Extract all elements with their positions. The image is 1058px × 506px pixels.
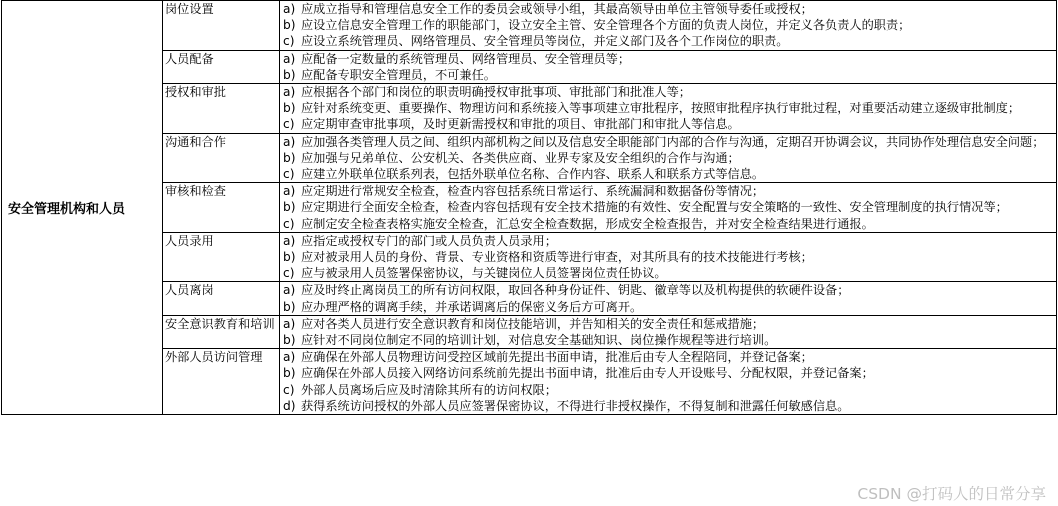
requirement-item (282, 1, 1054, 17)
watermark: CSDN @打码人的日常分享 (857, 485, 1046, 503)
item-marker: a) (283, 316, 296, 331)
item-text: 应配备专职安全管理员，不可兼任。 (301, 67, 496, 82)
requirements-cell (280, 84, 1057, 134)
requirements-cell (280, 349, 1057, 415)
item-text: 应设立信息安全管理工作的职能部门，设立安全主管、安全管理各个方面的负责人岗位，并定义各负责人的职责； (301, 18, 911, 33)
requirements-cell (280, 1, 1057, 51)
requirement-item (282, 265, 1054, 281)
requirement-item (282, 33, 1054, 49)
item-text: 应针对系统变更、重要操作、物理访问和系统接入等事项建立审批程序，按照审批程序执行审批过程，对重要活动建立逐级审批制度； (301, 101, 1021, 116)
item-marker: d) (283, 398, 296, 413)
item-marker: a) (283, 85, 296, 100)
item-marker: a) (283, 2, 296, 16)
subcategory-label: 安全意识教育和培训 (163, 315, 280, 348)
item-text: 应对各类人员进行安全意识教育和岗位技能培训，并告知相关的安全责任和惩戒措施； (301, 316, 765, 331)
item-marker: c) (283, 117, 295, 132)
item-text: 应定期审查审批事项，及时更新需授权和审批的项目、审批部门和审批人等信息。 (301, 117, 740, 132)
item-text: 应建立外联单位联系列表，包括外联单位名称、合作内容、联系人和联系方式等信息。 (301, 167, 765, 182)
item-marker: a) (283, 134, 296, 149)
requirement-item (282, 233, 1054, 249)
requirement-item (282, 216, 1054, 232)
requirement-item (282, 84, 1054, 100)
item-marker: b) (283, 200, 296, 215)
item-text: 应设立系统管理员、网络管理员、安全管理员等岗位，并定义部门及各个工作岗位的职责。 (301, 34, 789, 49)
item-text: 应定期进行常规安全检查，检查内容包括系统日常运行、系统漏洞和数据备份等情况； (301, 184, 765, 199)
requirements-table (1, 0, 1057, 415)
item-text: 应办理严格的调离手续，并承诺调离后的保密义务后方可离开。 (301, 299, 643, 314)
requirement-item (282, 100, 1054, 116)
item-text: 应加强与兄弟单位、公安机关、各类供应商、业界专家及安全组织的合作与沟通； (301, 150, 740, 165)
item-text: 应配备一定数量的系统管理员、网络管理员、安全管理员等； (301, 51, 631, 66)
requirement-item (282, 382, 1054, 398)
requirements-cell (280, 50, 1057, 83)
item-marker: c) (283, 382, 295, 397)
requirement-item (282, 17, 1054, 33)
subcategory-label: 外部人员访问管理 (163, 349, 280, 415)
requirement-item (282, 316, 1054, 332)
requirement-item (282, 51, 1054, 67)
item-marker: b) (283, 366, 296, 381)
requirement-item (282, 199, 1054, 215)
item-marker: b) (283, 150, 296, 165)
subcategory-label: 授权和审批 (163, 84, 280, 134)
item-text: 应对被录用人员的身份、背景、专业资格和资质等进行审查，对其所具有的技术技能进行考核； (301, 250, 813, 265)
item-marker: c) (283, 167, 295, 182)
item-marker: a) (283, 283, 296, 298)
item-text: 应成立指导和管理信息安全工作的委员会或领导小组，其最高领导由单位主管领导委任或授权； (301, 2, 813, 16)
item-marker: b) (283, 299, 296, 314)
item-marker: c) (283, 216, 295, 231)
item-text: 应确保在外部人员接入网络访问系统前先提出书面申请，批准后由专人开设账号、分配权限，并登记备案； (301, 366, 874, 381)
subcategory-label: 岗位设置 (163, 1, 280, 51)
item-marker: a) (283, 233, 296, 248)
requirement-item (282, 365, 1054, 381)
requirement-item (282, 134, 1054, 150)
item-text: 应及时终止离岗员工的所有访问权限，取回各种身份证件、钥匙、徽章等以及机构提供的软硬件设备； (301, 283, 850, 298)
item-text: 应定期进行全面安全检查，检查内容包括现有安全技术措施的有效性、安全配置与安全策略的一致性、安全管理制度的执行情况等； (301, 200, 1008, 215)
subcategory-label: 人员录用 (163, 232, 280, 282)
item-text: 应制定安全检查表格实施安全检查，汇总安全检查数据，形成安全检查报告，并对安全检查结果进行通报。 (301, 216, 874, 231)
item-text: 应与被录用人员签署保密协议，与关键岗位人员签署岗位责任协议。 (301, 266, 667, 281)
item-marker: b) (283, 250, 296, 265)
requirement-item (282, 249, 1054, 265)
requirements-table-body (2, 1, 1057, 415)
subcategory-label: 审核和检查 (163, 183, 280, 233)
subcategory-label: 人员配备 (163, 50, 280, 83)
item-marker: c) (283, 34, 295, 49)
item-marker: b) (283, 333, 296, 348)
item-marker: a) (283, 51, 296, 66)
requirement-item (282, 116, 1054, 132)
item-text: 应根据各个部门和岗位的职责明确授权审批事项、审批部门和批准人等； (301, 85, 691, 100)
item-marker: b) (283, 18, 296, 33)
requirement-item (282, 183, 1054, 199)
item-text: 应加强各类管理人员之间、组织内部机构之间以及信息安全职能部门内部的合作与沟通，定期召开协调会议，共同协作处理信息安全问题； (301, 134, 1045, 149)
item-marker: b) (283, 101, 296, 116)
item-marker: a) (283, 184, 296, 199)
item-text: 应指定或授权专门的部门或人员负责人员录用； (301, 233, 557, 248)
item-marker: c) (283, 266, 295, 281)
item-text: 应确保在外部人员物理访问受控区域前先提出书面申请，批准后由专人全程陪同，并登记备案； (301, 350, 813, 365)
requirements-cell (280, 282, 1057, 315)
requirements-cell (280, 232, 1057, 282)
item-text: 获得系统访问授权的外部人员应签署保密协议，不得进行非授权操作，不得复制和泄露任何敏感信息。 (301, 398, 850, 413)
requirement-item (282, 299, 1054, 315)
requirements-cell (280, 133, 1057, 183)
item-marker: a) (283, 350, 296, 365)
table-row (2, 1, 1057, 51)
item-marker: b) (283, 67, 296, 82)
requirements-cell (280, 183, 1057, 233)
item-text: 应针对不同岗位制定不同的培训计划，对信息安全基础知识、岗位操作规程等进行培训。 (301, 333, 777, 348)
requirement-item (282, 67, 1054, 83)
requirement-item (282, 332, 1054, 348)
requirement-item (282, 398, 1054, 414)
item-text: 外部人员离场后应及时清除其所有的访问权限； (301, 382, 557, 397)
requirement-item (282, 150, 1054, 166)
requirement-item (282, 282, 1054, 298)
requirement-item (282, 166, 1054, 182)
requirement-item (282, 349, 1054, 365)
requirements-cell (280, 315, 1057, 348)
subcategory-label: 沟通和合作 (163, 133, 280, 183)
category-label: 安全管理机构和人员 (2, 1, 163, 415)
subcategory-label: 人员离岗 (163, 282, 280, 315)
